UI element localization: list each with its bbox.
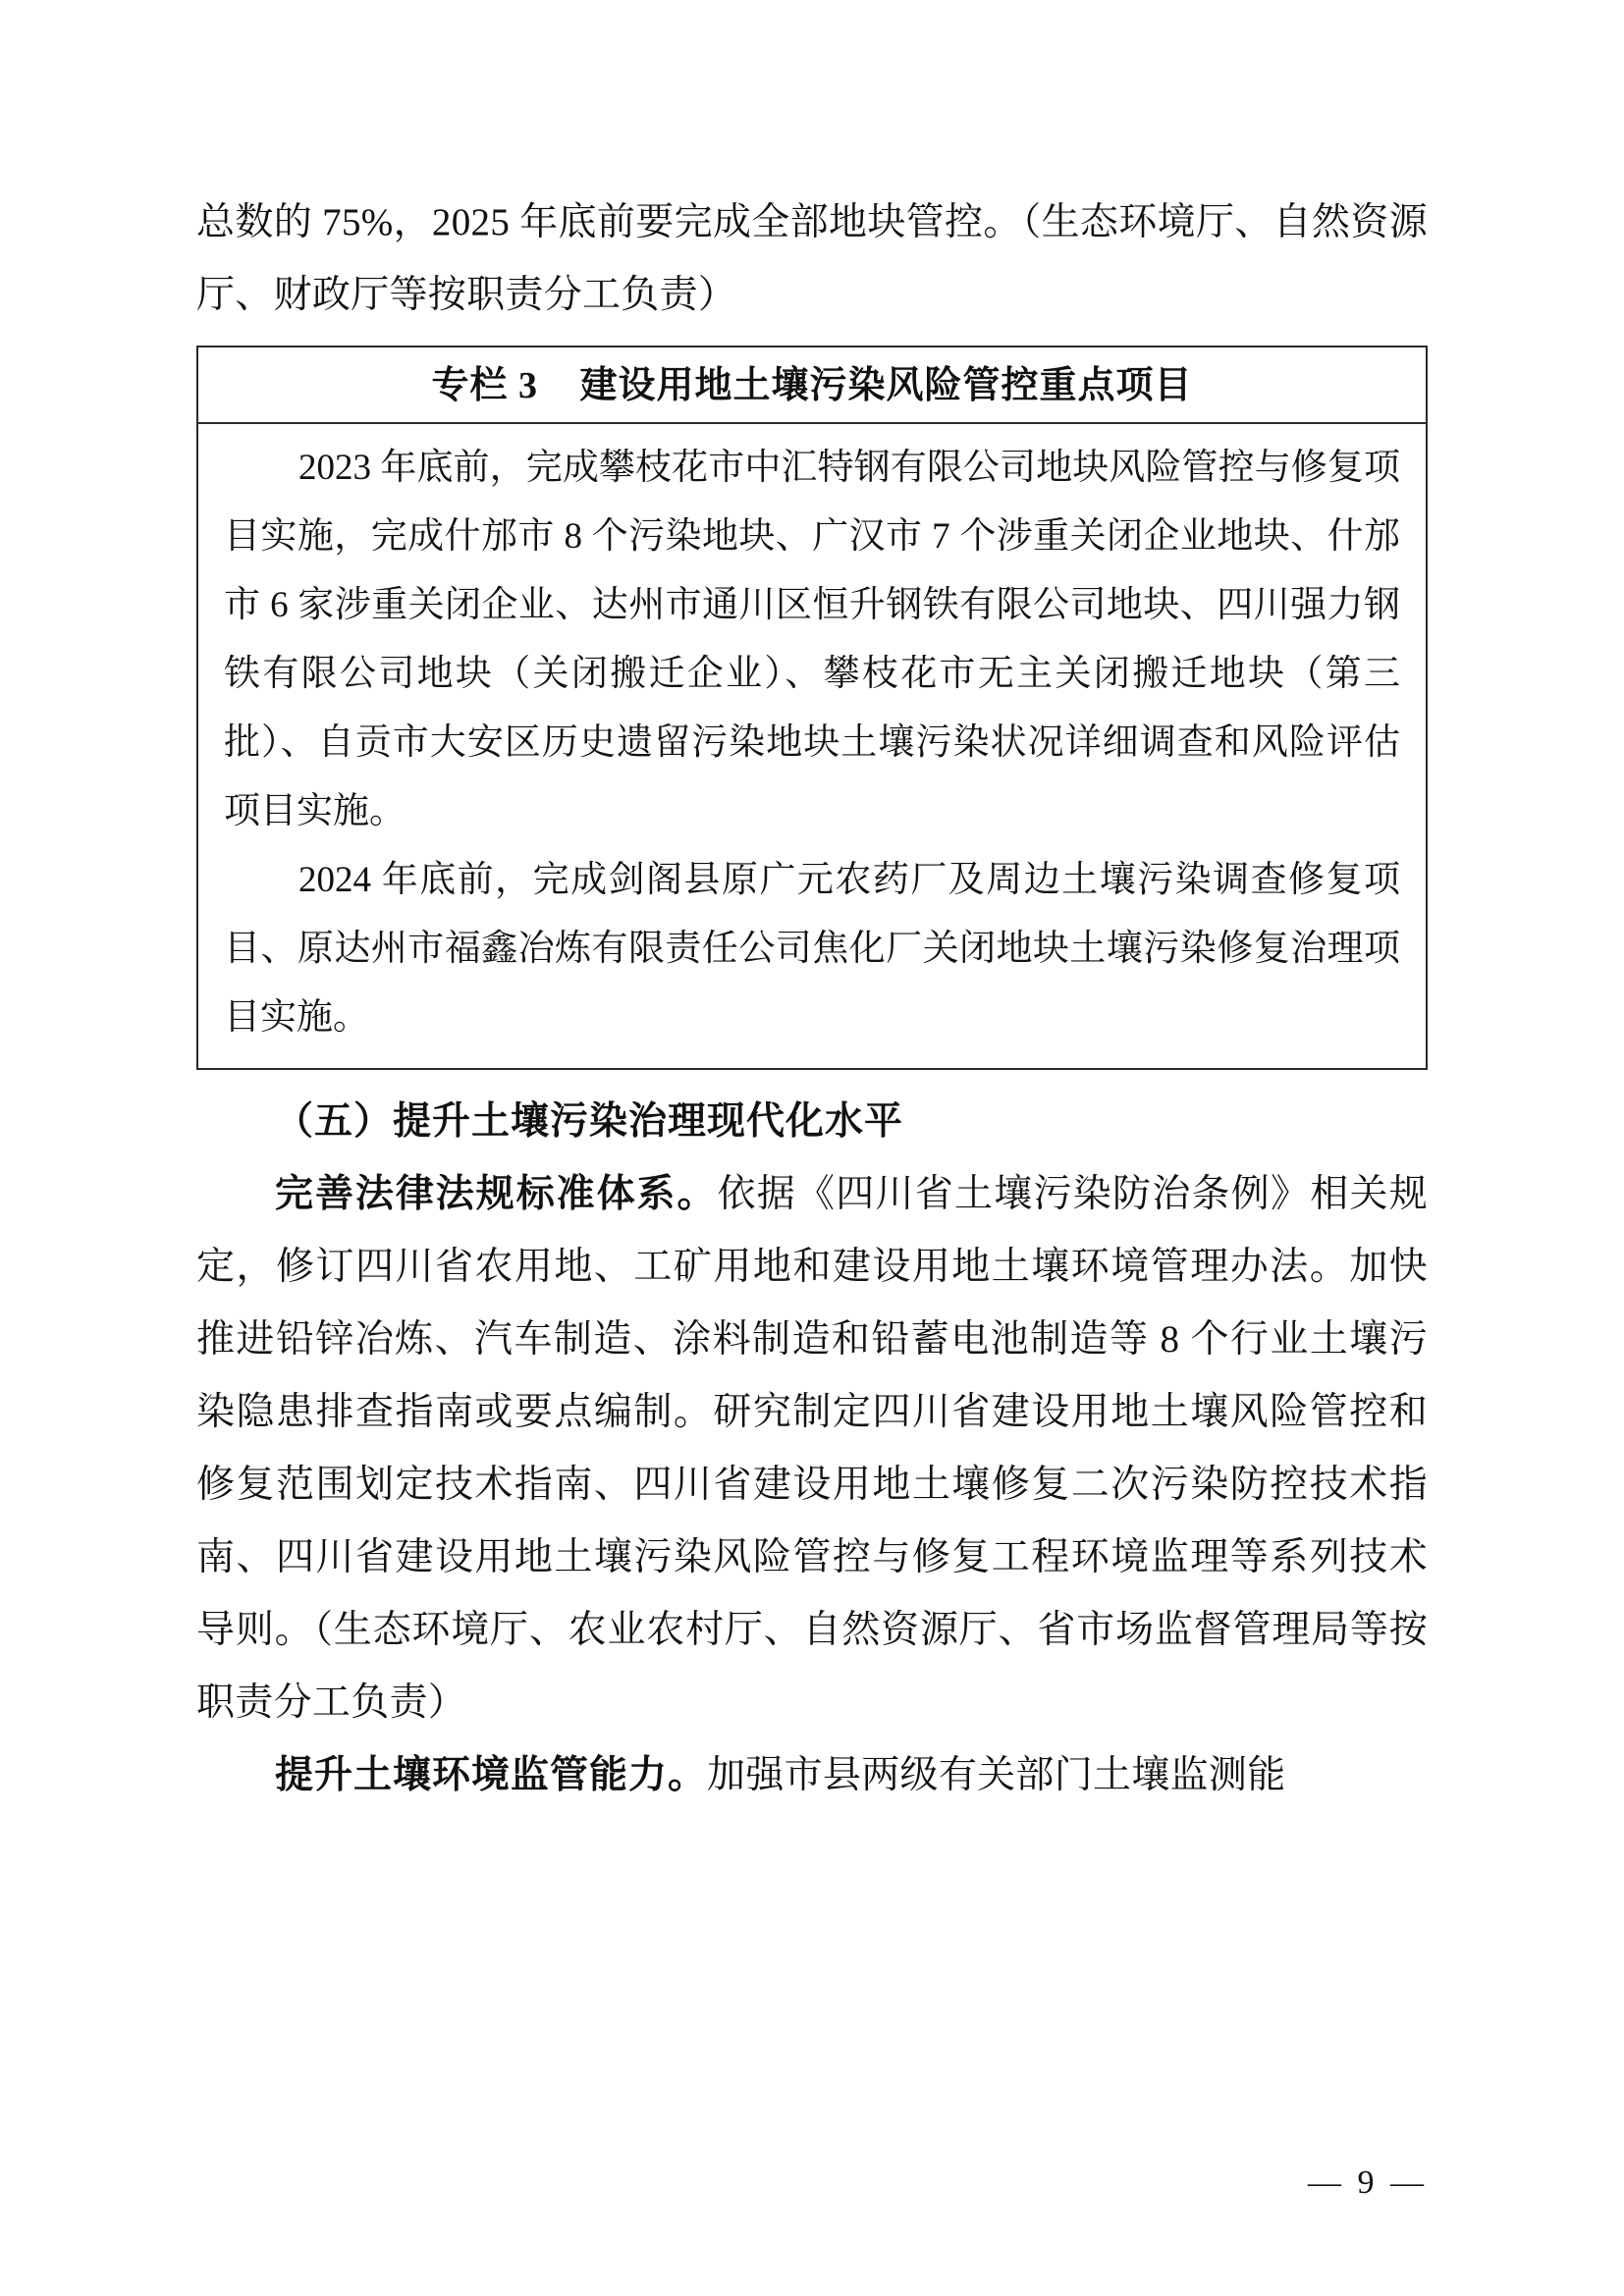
callout-body — [198, 424, 1426, 1068]
callout-gap — [549, 365, 580, 406]
callout-title: 建设用地土壤污染风险管控重点项目 — [579, 365, 1193, 406]
callout-paragraph: 2023 年底前，完成攀枝花市中汇特钢有限公司地块风险管控与修复项目实施，完成什邡市 8 个污染地块、广汉市 7 个涉重关闭企业地块、什邡市 6 家涉重关闭企业、达州市通川区恒升钢铁有限公司地块、四川强力钢铁有限公司地块（关闭搬迁企业）、攀枝花市无主关闭搬迁地块（第三批）、自贡市大安区历史遗留污染地块土壤污染状况详细调查和风险评估项目实施。 — [224, 448, 1400, 831]
paragraph-law-standards — [196, 1158, 1428, 1739]
callout-header — [198, 347, 1426, 424]
paragraph-lead-law: 完善法律法规标准体系。 — [275, 1173, 718, 1215]
section-heading: （五）提升土壤污染治理现代化水平 — [275, 1100, 904, 1143]
callout-paragraph: 2024 年底前，完成剑阁县原广元农药厂及周边土壤污染调查修复项目、原达州市福鑫冶炼有限责任公司焦化厂关闭地块土壤污染修复治理项目实施。 — [224, 860, 1400, 1038]
callout-label: 专栏 3 — [431, 365, 538, 406]
page-content — [196, 187, 1428, 1812]
paragraph-lead-supervision: 提升土壤环境监管能力。 — [275, 1754, 708, 1796]
page-number: — 9 — — [1308, 2164, 1428, 2201]
paragraph-body-supervision: 加强市县两级有关部门土壤监测能 — [707, 1754, 1286, 1796]
paragraph-body-law: 依据《四川省土壤污染防治条例》相关规定，修订四川省农用地、工矿用地和建设用地土壤环境管理办法。加快推进铅锌冶炼、汽车制造、涂料制造和铅蓄电池制造等 8 个行业土壤污染隐患排查指南或要点编制。研究制定四川省建设用地土壤风险管控和修复范围划定技术指南、四川省建设用地土壤修复二次污染防控技术指南、四川省建设用地土壤污染风险管控与修复工程环境监理等系列技术导则。（生态环境厅、农业农村厅、自然资源厅、省市场监督管理局等按职责分工负责） — [196, 1173, 1428, 1724]
paragraph-top-continuation: 总数的 75%，2025 年底前要完成全部地块管控。（生态环境厅、自然资源厅、财政厅等按职责分工负责） — [196, 201, 1428, 316]
paragraph-supervision-capacity — [196, 1739, 1428, 1812]
callout-box-column3 — [196, 346, 1428, 1070]
